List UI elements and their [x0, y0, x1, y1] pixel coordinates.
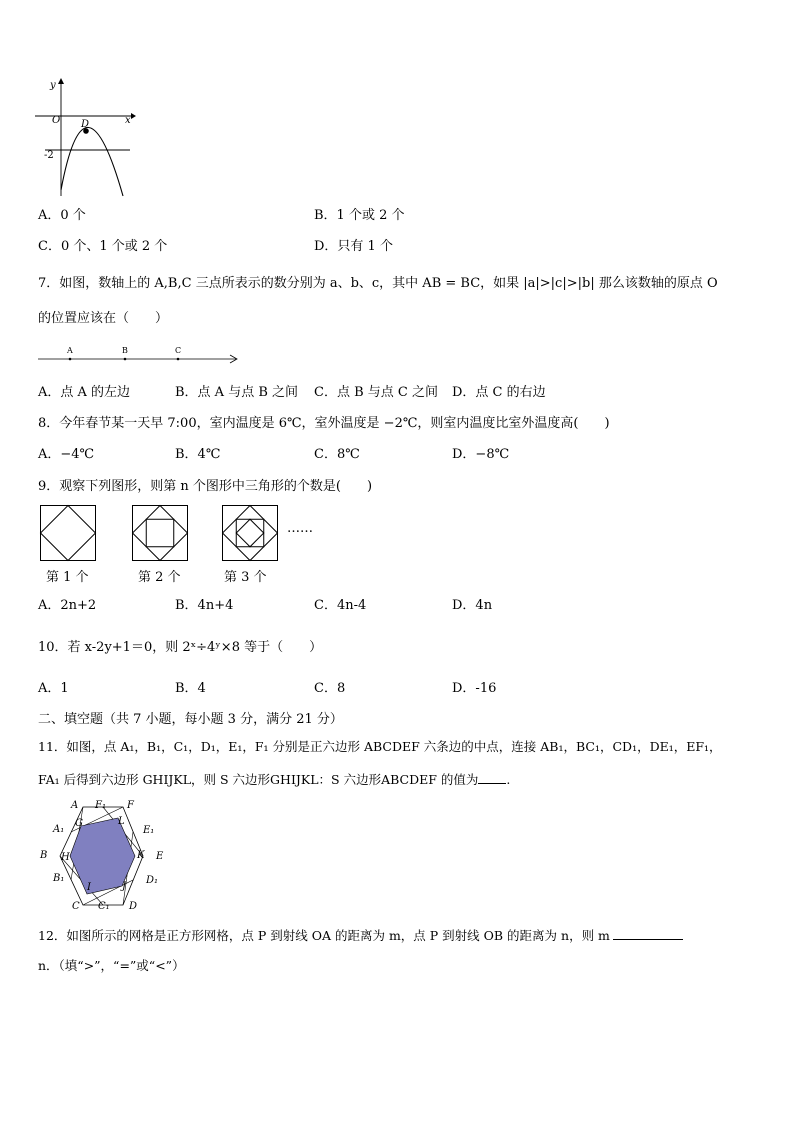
q11-stem-line2-end: .: [506, 772, 511, 787]
x-axis-label: x: [125, 115, 131, 126]
svg-text:F: F: [127, 800, 134, 811]
q7-option-d: D．点 C 的右边: [452, 385, 546, 400]
pattern-figure-3: [222, 505, 278, 561]
q8-option-b: B．4℃: [175, 447, 221, 462]
q10-option-d: D．-16: [452, 681, 497, 696]
q12-answer-blank[interactable]: [613, 939, 683, 940]
pattern-caption-2: 第 2 个: [138, 570, 181, 585]
svg-text:B₁: B₁: [53, 873, 65, 884]
q8-option-a: A．−4℃: [38, 447, 95, 462]
number-line-point-a: A: [67, 346, 73, 355]
q9-stem: 9．观察下列图形，则第 n 个图形中三角形的个数是( ): [38, 479, 373, 494]
q10-option-a: A．1: [38, 681, 69, 696]
q10-option-b: B．4: [175, 681, 206, 696]
q7-option-c: C．点 B 与点 C 之间: [314, 385, 438, 400]
svg-text:K: K: [137, 850, 145, 861]
svg-text:D: D: [129, 901, 138, 912]
y-intercept-label: -2: [44, 150, 54, 161]
q7-stem-line1: 7．如图，数轴上的 A,B,C 三点所表示的数分别为 a、b、c，其中 AB = BC，如果 |a|>|c|>|b| 那么该数轴的原点 O: [38, 276, 718, 291]
q8-option-d: D．−8℃: [452, 447, 510, 462]
q11-stem-line1: 11．如图，点 A₁，B₁，C₁，D₁，E₁，F₁ 分别是正六边形 ABCDEF 六条边的中点，连接 AB₁，BC₁，CD₁，DE₁，EF₁，: [38, 739, 722, 754]
q6-option-a: A．0 个: [38, 208, 86, 223]
number-line: [38, 343, 243, 369]
svg-text:L: L: [118, 816, 125, 827]
q7-option-b: B．点 A 与点 B 之间: [175, 385, 299, 400]
pattern-figure-2: [132, 505, 188, 561]
svg-text:H: H: [61, 852, 70, 863]
svg-text:C₁: C₁: [98, 901, 110, 912]
svg-text:F₁: F₁: [95, 800, 106, 811]
parabola-graph: [35, 78, 135, 198]
q12-stem-line1: [38, 927, 683, 945]
q9-option-d: D．4n: [452, 598, 493, 613]
svg-text:A: A: [71, 800, 79, 811]
svg-text:E₁: E₁: [143, 825, 155, 836]
q6-option-b: B．1 个或 2 个: [314, 208, 405, 223]
svg-text:I: I: [87, 882, 91, 893]
q11-answer-blank[interactable]: [478, 783, 506, 784]
q10-stem: 10．若 x-2y+1＝0，则 2ˣ÷4ʸ×8 等于（ ）: [38, 640, 323, 655]
q12-stem-line1-text: 12．如图所示的网格是正方形网格，点 P 到射线 OA 的距离为 m，点 P 到射线 OB 的距离为 n，则 m: [38, 928, 610, 943]
pattern-figure-1: [40, 505, 96, 561]
y-axis-label: y: [50, 80, 56, 91]
vertex-label: D: [81, 119, 90, 130]
pattern-caption-3: 第 3 个: [224, 570, 267, 585]
section-heading: 二、填空题（共 7 小题，每小题 3 分，满分 21 分）: [38, 712, 343, 727]
q11-stem-line2-text: FA₁ 后得到六边形 GHIJKL，则 S 六边形GHIJKL：S 六边形ABCDEF 的值为: [38, 772, 479, 787]
svg-text:G: G: [75, 818, 83, 829]
q8-stem: 8．今年春节某一天早 7:00，室内温度是 6℃，室外温度是 −2℃，则室内温度比室外温度高( ): [38, 416, 610, 431]
q7-stem-line2: 的位置应该在（ ）: [38, 311, 169, 326]
origin-label: O: [52, 115, 61, 126]
q8-option-c: C．8℃: [314, 447, 360, 462]
svg-text:E: E: [156, 851, 164, 862]
q6-option-d: D．只有 1 个: [314, 239, 393, 254]
q6-option-c: C．0 个、1 个或 2 个: [38, 239, 168, 254]
hexagon-diagram: [38, 800, 168, 912]
q7-option-a: A．点 A 的左边: [38, 385, 131, 400]
q11-stem-line2: [38, 771, 510, 789]
svg-text:A₁: A₁: [53, 824, 65, 835]
svg-text:B: B: [40, 850, 48, 861]
q9-option-a: A．2n+2: [38, 598, 97, 613]
q9-option-c: C．4n-4: [314, 598, 367, 613]
q9-option-b: B．4n+4: [175, 598, 234, 613]
pattern-ellipsis: ……: [287, 521, 313, 536]
svg-text:D₁: D₁: [146, 875, 159, 886]
pattern-caption-1: 第 1 个: [46, 570, 89, 585]
number-line-point-b: B: [122, 346, 128, 355]
svg-text:J: J: [122, 881, 127, 892]
q10-option-c: C．8: [314, 681, 346, 696]
svg-text:C: C: [72, 901, 80, 912]
q12-stem-line2: n．（填“>”，“=”或“<”）: [38, 958, 185, 973]
number-line-point-c: C: [175, 346, 182, 355]
